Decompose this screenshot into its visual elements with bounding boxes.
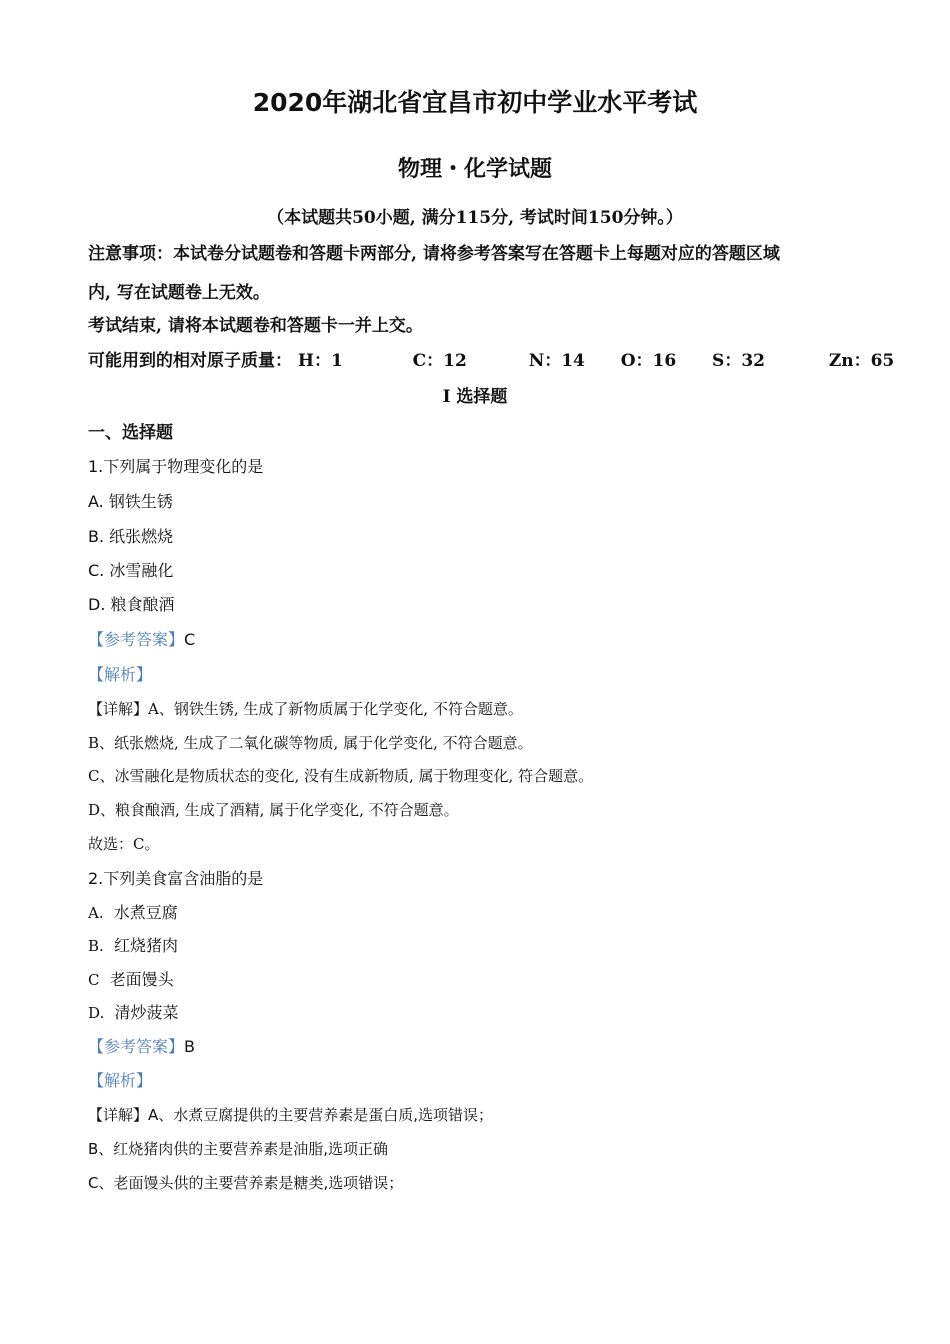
option-text: 钢铁生锈 <box>108 492 173 511</box>
option-text: 红烧猪肉 <box>113 936 178 955</box>
option-text: 粮食酿酒 <box>110 595 175 614</box>
q2-answer <box>88 1037 195 1057</box>
atomic-mass-n: N：14 <box>528 351 585 371</box>
q2-detail-2: B、红烧猪肉供的主要营养素是油脂,选项正确 <box>88 1140 389 1158</box>
q1-answer <box>88 630 195 650</box>
question-1-stem <box>88 457 263 477</box>
answer-value: C <box>184 630 196 649</box>
q1-option-b <box>88 527 173 547</box>
option-letter: B. <box>88 937 104 955</box>
q2-option-d <box>88 1003 178 1023</box>
q1-option-a <box>88 492 173 512</box>
option-text: 老面馒头 <box>109 970 174 989</box>
notice-line-1: 注意事项：本试卷分试题卷和答题卡两部分, 请将参考答案写在答题卡上每题对应的答题区域 <box>88 244 780 264</box>
part-title: I 选择题 <box>442 387 508 407</box>
atomic-mass-h: H：1 <box>297 351 343 371</box>
q1-detail-4: D、粮食酿酒, 生成了酒精, 属于化学变化, 不符合题意。 <box>88 801 459 819</box>
option-letter: B. <box>88 527 105 546</box>
q2-option-b <box>88 936 178 956</box>
q1-detail-2: B、纸张燃烧, 生成了二氧化碳等物质, 属于化学变化, 不符合题意。 <box>88 734 533 752</box>
answer-value: B <box>184 1037 195 1056</box>
atomic-mass-zn: Zn：65 <box>828 351 895 371</box>
question-number: 1. <box>88 457 104 476</box>
question-2-stem <box>88 869 263 889</box>
option-letter: D. <box>88 1004 105 1022</box>
detail-text: A、水煮豆腐提供的主要营养素是蛋白质,选项错误； <box>148 1106 494 1124</box>
atomic-mass-label: 可能用到的相对原子质量： <box>88 351 292 371</box>
exam-info: （本试题共50小题, 满分115分, 考试时间150分钟。） <box>267 208 683 228</box>
q2-option-a <box>88 903 178 923</box>
q1-detail-1 <box>88 699 523 719</box>
q2-option-c <box>88 970 174 990</box>
answer-label: 【参考答案】 <box>88 1037 185 1056</box>
option-text: 水煮豆腐 <box>113 903 178 922</box>
option-letter: A. <box>88 492 104 511</box>
option-letter: C <box>88 971 100 989</box>
q1-option-d <box>88 595 175 615</box>
detail-label: 【详解】 <box>88 1106 149 1124</box>
atomic-mass-c: C：12 <box>412 351 467 371</box>
q1-detail-3: C、冰雪融化是物质状态的变化, 没有生成新物质, 属于物理变化, 符合题意。 <box>88 767 594 785</box>
q2-analysis-label: 【解析】 <box>88 1071 153 1090</box>
option-letter: A. <box>88 904 104 922</box>
section-title: 一、选择题 <box>88 423 173 443</box>
question-text: 下列属于物理变化的是 <box>103 457 264 476</box>
detail-text: A、钢铁生锈, 生成了新物质属于化学变化, 不符合题意。 <box>148 700 523 718</box>
q1-option-c <box>88 561 173 581</box>
notice-line-2: 内, 写在试题卷上无效。 <box>88 283 270 303</box>
atomic-mass-o: O：16 <box>620 351 677 371</box>
question-text: 下列美食富含油脂的是 <box>103 869 264 888</box>
answer-label: 【参考答案】 <box>88 630 185 649</box>
option-letter: D. <box>88 595 106 614</box>
q2-detail-1 <box>88 1105 493 1125</box>
option-letter: C. <box>88 561 105 580</box>
exam-subtitle: 物理・化学试题 <box>397 157 552 182</box>
option-text: 冰雪融化 <box>109 561 174 580</box>
q1-analysis-label: 【解析】 <box>88 665 153 684</box>
q2-detail-3: C、老面馒头供的主要营养素是糖类,选项错误； <box>88 1174 404 1192</box>
option-text: 纸张燃烧 <box>109 527 174 546</box>
q1-conclusion: 故选：C。 <box>88 835 160 853</box>
atomic-mass-row <box>88 351 894 371</box>
option-text: 清炒菠菜 <box>114 1003 179 1022</box>
detail-label: 【详解】 <box>88 700 149 718</box>
exam-title: 2020年湖北省宜昌市初中学业水平考试 <box>252 88 698 117</box>
atomic-mass-s: S：32 <box>712 351 765 371</box>
question-number: 2. <box>88 869 104 888</box>
notice-line-3: 考试结束, 请将本试题卷和答题卡一并上交。 <box>88 316 423 336</box>
